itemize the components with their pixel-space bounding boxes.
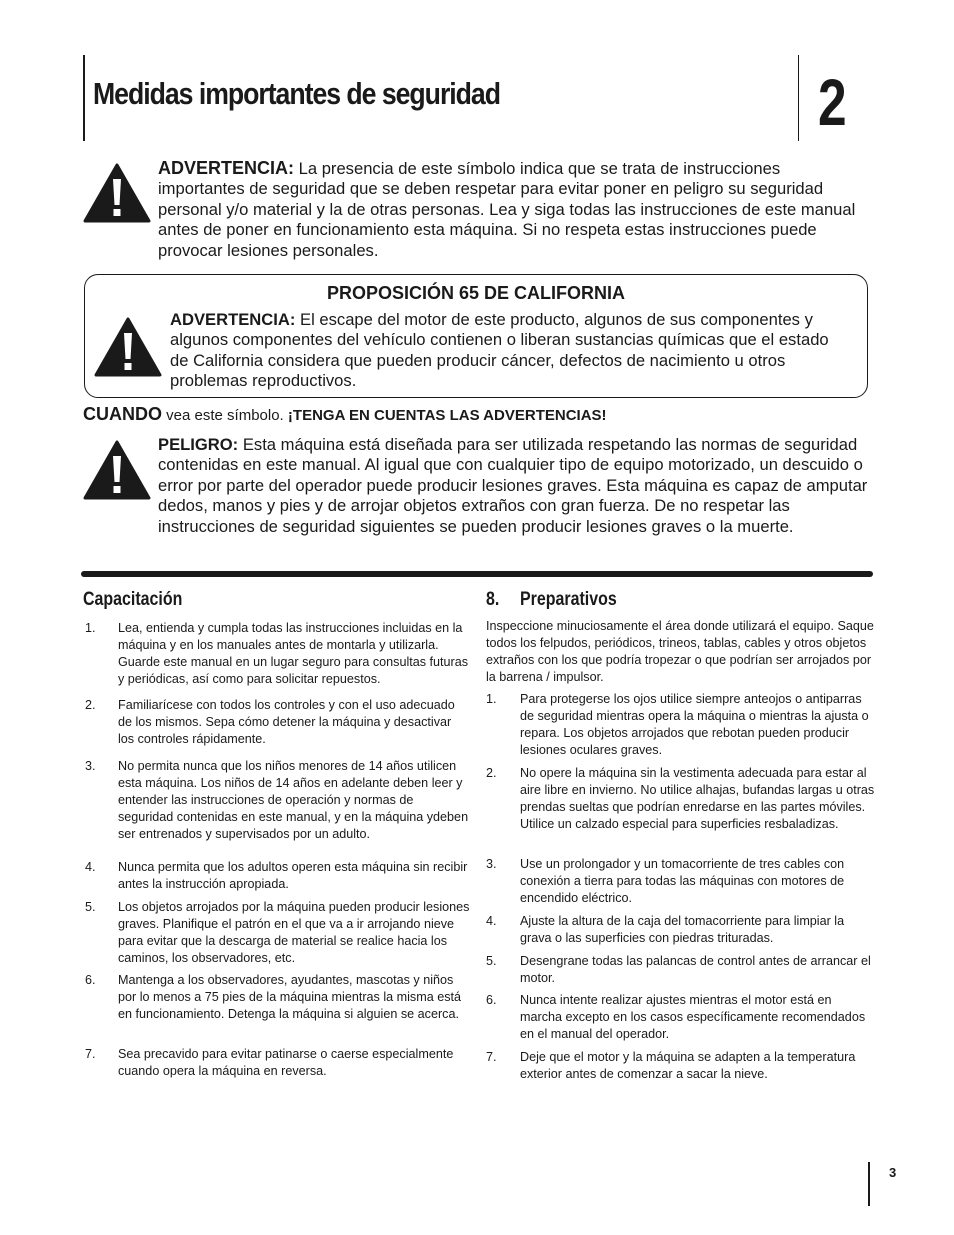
list-item-text: Sea precavido para evitar patinarse o caerse especialmente cuando opera la máquina en reversa. [118,1047,454,1078]
list-item-number: 2. [486,766,497,780]
list-item-number: 6. [85,973,96,987]
list-item-number: 1. [486,692,497,706]
preparativos-number: 8. [486,589,500,610]
list-item-number: 5. [85,900,96,914]
advertencia-text: La presencia de este símbolo indica que se trata de instrucciones importantes de seguridad que se deben respetar para evitar poner en peligro su seguridad personal y/o material y la de otras personas. Lea y siga todas las instrucciones de este manual antes de poner en funcionamiento esta máquina. Si no respeta estas instrucciones puede provocar lesiones personales. [158,159,856,260]
list-item-text: No permita nunca que los niños menores de 14 años utilicen esta máquina. Los niños de 14 años en adelante deben leer y entender las instrucciones de operación y normas de seguridad contenidas en este manual, y en la máquina ydeben ser entrenados y supervisados por un adulto. [118,759,469,841]
list-item-number: 7. [85,1047,96,1061]
list-item-text: Mantenga a los observadores, ayudantes, mascotas y niños por lo menos a 75 pies de la máquina mientras la misma está en funcionamiento. Detenga la máquina si alguien se acerca. [118,973,462,1021]
cuando-line [83,404,607,425]
list-item-number: 4. [486,914,497,928]
cuando-text: vea este símbolo. [162,407,288,424]
peligro-text: Esta máquina está diseñada para ser utilizada respetando las normas de seguridad contenidas en este manual. Al igual que con cualquier tipo de equipo motorizado, un descuido o error por parte del operador puede producir lesiones graves. Esta máquina es capaz de amputar dedos, manos y pies y de arrojar objetos extraños con gran fuerza. De no respetar las instrucciones de seguridad siguientes se pueden producir lesiones graves o la muerte. [158,435,868,536]
section-divider [81,571,873,577]
list-item-number: 3. [486,857,497,871]
list-item-text: Use un prolongador y un tomacorriente de tres cables con conexión a tierra para todas las máquinas con motores de encendido eléctrico. [520,857,845,905]
list-item-number: 1. [85,621,96,635]
peligro-label: PELIGRO: [158,435,239,454]
chapter-number: 2 [818,65,847,139]
list-item-number: 7. [486,1050,497,1064]
page-number: 3 [889,1165,897,1180]
list-item-text: Ajuste la altura de la caja del tomacorriente para limpiar la grava o las superficies con piedras trituradas. [520,914,845,945]
list-item-text: Desengrane todas las palancas de control antes de arrancar el motor. [520,954,871,985]
header-rule-right [798,55,799,141]
header-rule-left [83,55,85,141]
advertencia-paragraph [158,158,870,261]
list-item-text: No opere la máquina sin la vestimenta adecuada para estar al aire libre en invierno. No utilice alhajas, bufandas largas u otras prendas sueltas que podrían enredarse en las partes móviles. Utilice un calzado especial para superficies resbaladizas. [520,766,875,831]
list-item-number: 5. [486,954,497,968]
danger-triangle-icon [83,440,151,500]
list-item-number: 3. [85,759,96,773]
advertencia-label: ADVERTENCIA: [158,158,295,178]
list-item-text: Para protegerse los ojos utilice siempre anteojos o antiparras de seguridad mientras opera la máquina o mientras la ajusta o repara. Los objetos arrojados que rebotan pueden producir lesiones oculares graves. [520,692,869,757]
list-item-text: Los objetos arrojados por la máquina pueden producir lesiones graves. Planifique el patrón en el que va a ir arrojando nieve para evitar que la descarga de material se realice hacia los caminos, los observadores, etc. [118,900,470,965]
page-title: Medidas importantes de seguridad [93,76,500,111]
list-item-number: 4. [85,860,96,874]
prop65-label: ADVERTENCIA: [170,310,296,329]
cuando-emphasis: ¡TENGA EN CUENTAS LAS ADVERTENCIAS! [287,407,607,424]
list-item-text: Nunca permita que los adultos operen esta máquina sin recibir antes la instrucción apropiada. [118,860,468,891]
preparativos-heading: Preparativos [520,589,617,610]
prop65-paragraph [170,310,846,392]
list-item-text: Lea, entienda y cumpla todas las instrucciones incluidas en la máquina y en los manuales antes de montarla y utilizarla. Guarde este manual en un lugar seguro para consultas futuras y periódicas, así como para solicitar repuestos. [118,621,469,686]
list-item-text: Deje que el motor y la máquina se adapten a la temperatura exterior antes de comenzar a sacar la nieve. [520,1050,856,1081]
list-item-text: Nunca intente realizar ajustes mientras el motor está en marcha excepto en los casos específicamente recomendados en el manual del operador. [520,993,866,1041]
cuando-lead: CUANDO [83,404,162,424]
preparativos-intro: Inspeccione minuciosamente el área donde utilizará el equipo. Saque todos los felpudos, periódicos, trineos, tablas, cables y otros objetos extraños con los que podría tropezar o que podrían ser arrojados por la barrena / impulsor. [486,619,874,684]
prop65-text: El escape del motor de este producto, algunos de sus componentes y algunos componentes del vehículo contienen o liberan sustancias químicas que el estado de California considera que pueden producir cáncer, defectos de nacimiento u otros problemas reproductivos. [170,310,829,391]
footer-rule [868,1162,870,1206]
capacitacion-heading: Capacitación [83,589,183,610]
warning-triangle-icon [94,317,162,377]
warning-triangle-icon [83,163,151,223]
prop65-title: PROPOSICIÓN 65 DE CALIFORNIA [326,283,626,303]
list-item-number: 6. [486,993,497,1007]
list-item-number: 2. [85,698,96,712]
peligro-paragraph [158,435,874,537]
list-item-text: Familiarícese con todos los controles y con el uso adecuado de los mismos. Sepa cómo detener la máquina y desactivar los controles rápidamente. [118,698,455,746]
